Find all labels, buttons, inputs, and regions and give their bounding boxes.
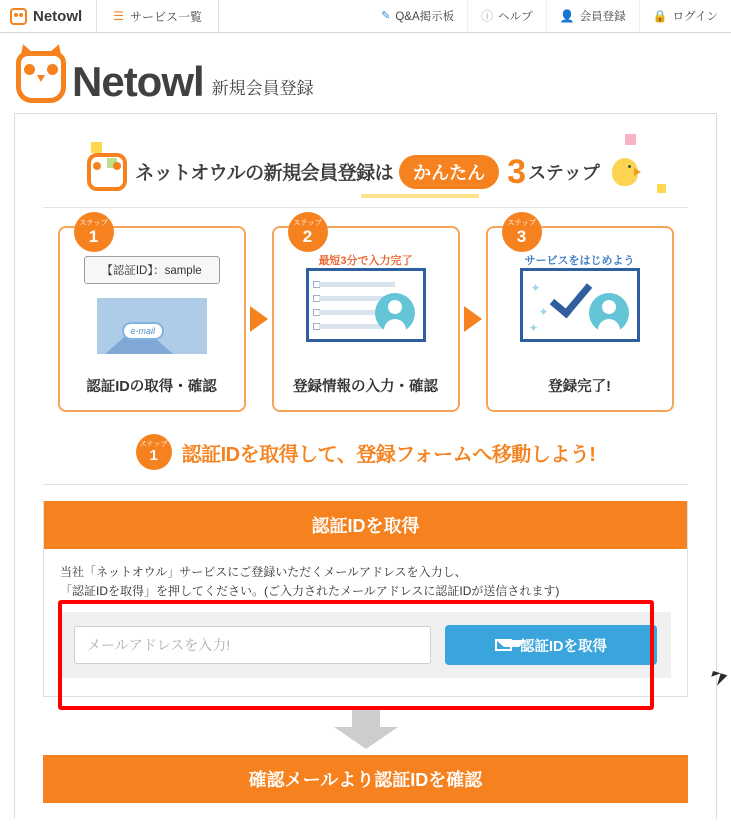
email-input[interactable] bbox=[74, 626, 431, 664]
step-badge-2 bbox=[288, 212, 328, 252]
step-box-1 bbox=[58, 218, 246, 412]
auth-id-description-line1: 当社「ネットオウル」サービスにご登録いただくメールアドレスを入力し、 bbox=[60, 565, 467, 579]
get-auth-id-button-label: 認証IDを取得 bbox=[520, 638, 607, 655]
step-caption-2: 登録情報の入力・確認 bbox=[293, 379, 438, 395]
down-arrow-icon bbox=[334, 707, 398, 749]
site-header bbox=[0, 33, 731, 113]
confirm-mail-panel-title: 確認メールより認証IDを確認 bbox=[43, 755, 688, 803]
hero-step-word: ステップ bbox=[528, 162, 600, 183]
step-badge-1-top: ステップ bbox=[79, 218, 108, 228]
nav-item-qa[interactable] bbox=[368, 0, 467, 32]
form-illustration bbox=[306, 268, 426, 342]
sparkle-icon-1: ✦ bbox=[530, 281, 541, 295]
hero-owl-icon bbox=[87, 153, 127, 191]
sparkle-icon-2: ✦ bbox=[538, 305, 549, 319]
nav-item-login-label: ログイン bbox=[672, 11, 718, 23]
logo-wordmark[interactable]: Netowl bbox=[72, 58, 204, 105]
nav-brand[interactable] bbox=[0, 0, 97, 32]
avatar-illustration-3 bbox=[589, 293, 629, 333]
email-badge-label: e-mail bbox=[122, 322, 165, 340]
step-ribbon-3: サービスをはじめよう bbox=[524, 255, 635, 267]
nav-item-register-label: 会員登録 bbox=[579, 11, 626, 23]
nav-spacer bbox=[219, 0, 368, 32]
nav-item-help-label: ヘルプ bbox=[498, 11, 533, 23]
auth-id-form-row bbox=[60, 612, 671, 678]
owl-logo-large-icon[interactable] bbox=[16, 51, 66, 103]
auth-id-sample-chip: 【認証ID】：sample bbox=[84, 256, 220, 284]
page-title: 新規会員登録 bbox=[211, 79, 314, 98]
hero-underline-deco bbox=[361, 194, 479, 198]
complete-illustration bbox=[520, 268, 640, 342]
step-badge-3-num: 3 bbox=[516, 226, 527, 246]
step-box-3 bbox=[486, 218, 674, 412]
auth-id-panel-title: 認証IDを取得 bbox=[44, 501, 687, 549]
hero-banner bbox=[43, 136, 688, 208]
checkmark-icon bbox=[549, 274, 592, 319]
deco-square-yellow-2 bbox=[657, 184, 666, 193]
auth-id-panel bbox=[43, 501, 688, 697]
arrow-2-3-wrap bbox=[460, 226, 486, 412]
deco-square-pink bbox=[625, 134, 636, 145]
nav-services-label: サービス一覧 bbox=[129, 9, 202, 24]
auth-id-panel-body bbox=[44, 549, 687, 696]
envelope-icon bbox=[495, 639, 512, 651]
step1-badge-num: 1 bbox=[149, 447, 158, 464]
step-ribbon-2: 最短3分で入力完了 bbox=[318, 255, 413, 267]
steps-row bbox=[43, 218, 688, 412]
deco-square-yellow bbox=[91, 142, 102, 153]
nav-item-help[interactable] bbox=[467, 0, 546, 32]
nav-item-services[interactable] bbox=[97, 0, 219, 32]
hero-pill-badge: かんたん bbox=[399, 155, 499, 189]
step-badge-2-top: ステップ bbox=[293, 218, 322, 228]
nav-item-register[interactable] bbox=[546, 0, 639, 32]
step-caption-1: 認証IDの取得・確認 bbox=[86, 379, 217, 395]
step-badge-2-num: 2 bbox=[302, 226, 313, 246]
step-badge-3 bbox=[502, 212, 542, 252]
top-navigation bbox=[0, 0, 731, 33]
bird-icon bbox=[610, 154, 644, 190]
avatar-illustration-2 bbox=[375, 293, 415, 333]
nav-item-qa-label: Q&A掲示板 bbox=[395, 11, 455, 23]
main-card bbox=[14, 113, 717, 819]
auth-id-description-line2: 「認証IDを取得」を押してください。(ご入力されたメールアドレスに認証IDが送信されます) bbox=[60, 583, 560, 598]
pen-icon: ✎ bbox=[381, 9, 391, 22]
step-caption-3: 登録完了! bbox=[548, 379, 611, 395]
hero-lead-text: ネットオウルの新規会員登録は bbox=[135, 163, 394, 184]
hero-step-number: 3 bbox=[507, 152, 527, 191]
step1-heading bbox=[43, 434, 688, 485]
user-icon: 👤 bbox=[559, 9, 575, 23]
step1-badge-top: ステップ bbox=[139, 441, 168, 448]
step-box-2 bbox=[272, 218, 460, 412]
step1-heading-text: 認証IDを取得して、登録フォームへ移動しよう! bbox=[181, 443, 596, 466]
nav-item-login[interactable] bbox=[639, 0, 731, 32]
step-badge-3-top: ステップ bbox=[507, 218, 536, 228]
arrow-right-icon-2 bbox=[464, 306, 482, 332]
info-icon: ⓘ bbox=[481, 9, 494, 23]
lock-icon: 🔒 bbox=[652, 9, 668, 23]
step1-heading-badge bbox=[136, 434, 172, 470]
nav-brand-label: Netowl bbox=[33, 7, 83, 25]
sparkle-icon-3: ✦ bbox=[528, 321, 539, 335]
nav-right-group bbox=[368, 0, 731, 32]
arrow-1-2-wrap bbox=[246, 226, 272, 412]
step-badge-1-num: 1 bbox=[88, 226, 99, 246]
get-auth-id-button[interactable] bbox=[445, 625, 657, 665]
arrow-right-icon-1 bbox=[250, 306, 268, 332]
list-icon: ☰ bbox=[113, 9, 124, 23]
step-badge-1 bbox=[74, 212, 114, 252]
owl-logo-icon bbox=[10, 8, 27, 25]
